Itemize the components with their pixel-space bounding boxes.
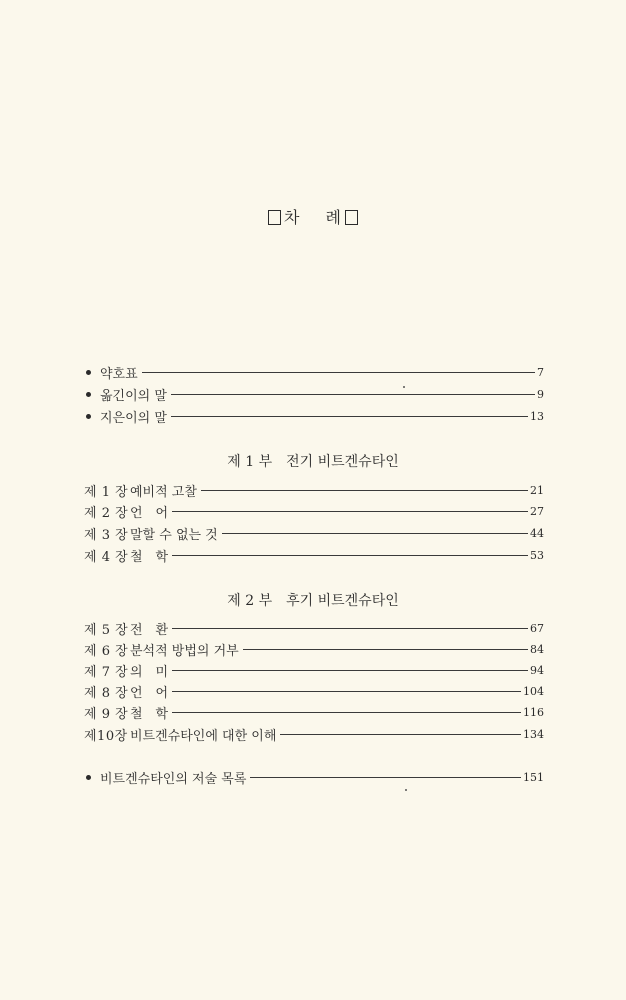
chapter-title: 철 학	[130, 549, 169, 565]
chapter-title: 말할 수 없는 것	[130, 527, 218, 543]
toc-title	[0, 205, 626, 228]
toc-entry-chapter-6[interactable]	[84, 639, 544, 659]
chapter-number: 제 1 장	[84, 484, 129, 500]
dot-leader	[172, 691, 521, 692]
chapter-title: 철 학	[130, 706, 169, 722]
chapter-title: 분석적 방법의 거부	[130, 643, 239, 659]
dot-leader	[142, 372, 535, 373]
dot-leader	[172, 670, 528, 671]
toc-entry-chapter-2[interactable]	[84, 501, 544, 521]
part-title: 후기 비트겐슈타인	[286, 593, 399, 609]
entry-page-number: 116	[523, 705, 544, 719]
toc-entry-chapter-9[interactable]	[84, 702, 544, 722]
chapter-number: 제10장	[84, 728, 128, 744]
toc-title-right: 례	[325, 208, 342, 227]
chapter-number: 제 5 장	[84, 622, 129, 638]
toc-entry-chapter-4[interactable]	[84, 545, 544, 565]
square-bracket-icon	[268, 210, 281, 225]
dot-leader	[280, 734, 521, 735]
square-bracket-icon	[345, 210, 358, 225]
dot-leader	[201, 490, 528, 491]
entry-page-number: 13	[530, 409, 544, 423]
chapter-number: 제 3 장	[84, 527, 129, 543]
chapter-number: 제 6 장	[84, 643, 129, 659]
bullet-icon	[86, 392, 91, 397]
entry-page-number: 53	[530, 548, 544, 562]
entry-page-number: 134	[523, 727, 544, 741]
dot-leader	[172, 712, 521, 713]
part-title: 전기 비트겐슈타인	[286, 454, 399, 470]
bullet-icon	[86, 775, 91, 780]
chapter-title: 의 미	[130, 664, 169, 680]
paper-speck	[405, 789, 407, 791]
part-number: 제 1 부	[227, 454, 273, 470]
chapter-number: 제 4 장	[84, 549, 129, 565]
toc-entry-chapter-5[interactable]	[84, 618, 544, 638]
entry-page-number: 104	[523, 684, 544, 698]
dot-leader	[250, 777, 521, 778]
dot-leader	[172, 628, 528, 629]
dot-leader	[243, 649, 528, 650]
toc-entry-front-2[interactable]	[84, 384, 544, 404]
part-number: 제 2 부	[227, 593, 273, 609]
bullet-icon	[86, 370, 91, 375]
dot-leader	[172, 555, 528, 556]
entry-label: 약호표	[100, 366, 138, 382]
dot-leader	[172, 511, 528, 512]
entry-label: 지은이의 말	[100, 410, 167, 426]
bullet-icon	[86, 414, 91, 419]
chapter-number: 제 2 장	[84, 505, 129, 521]
paper-speck	[403, 386, 405, 388]
toc-entry-chapter-10[interactable]	[84, 724, 544, 744]
toc-entry-chapter-7[interactable]	[84, 660, 544, 680]
entry-page-number: 94	[530, 663, 544, 677]
entry-page-number: 67	[530, 621, 544, 635]
chapter-title: 전 환	[130, 622, 169, 638]
chapter-title: 비트겐슈타인에 대한 이해	[130, 728, 277, 744]
entry-page-number: 9	[537, 387, 544, 401]
entry-page-number: 44	[530, 526, 544, 540]
part-heading-2	[0, 590, 626, 610]
chapter-title: 언 어	[130, 685, 169, 701]
entry-page-number: 21	[530, 483, 544, 497]
chapter-number: 제 9 장	[84, 706, 129, 722]
toc-title-left: 차	[284, 208, 301, 227]
entry-page-number: 27	[530, 504, 544, 518]
entry-page-number: 84	[530, 642, 544, 656]
chapter-title: 예비적 고찰	[130, 484, 197, 500]
dot-leader	[171, 416, 528, 417]
chapter-title: 언 어	[130, 505, 169, 521]
dot-leader	[171, 394, 535, 395]
chapter-number: 제 7 장	[84, 664, 129, 680]
dot-leader	[222, 533, 528, 534]
entry-page-number: 7	[537, 365, 544, 379]
chapter-number: 제 8 장	[84, 685, 129, 701]
toc-entry-back-1[interactable]	[84, 767, 544, 787]
entry-label: 옮긴이의 말	[100, 388, 167, 404]
toc-entry-front-1[interactable]	[84, 362, 544, 382]
toc-entry-front-3[interactable]	[84, 406, 544, 426]
toc-entry-chapter-1[interactable]	[84, 480, 544, 500]
toc-entry-chapter-3[interactable]	[84, 523, 544, 543]
part-heading-1	[0, 451, 626, 471]
entry-label: 비트겐슈타인의 저술 목록	[100, 771, 247, 787]
entry-page-number: 151	[523, 770, 544, 784]
toc-entry-chapter-8[interactable]	[84, 681, 544, 701]
